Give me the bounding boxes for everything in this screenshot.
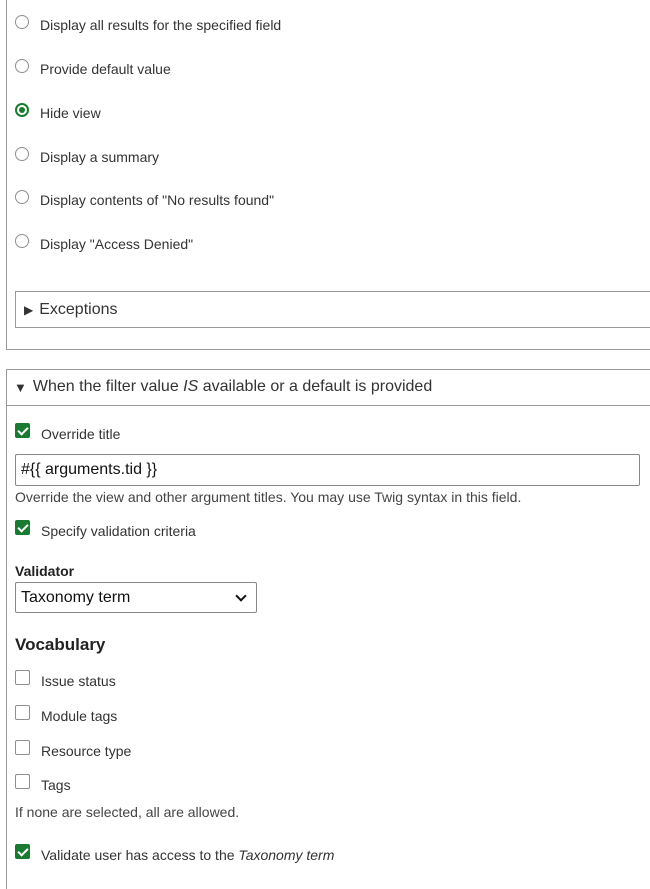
title-description: Override the view and other argument titles. You may use Twig syntax in this field.: [15, 489, 522, 505]
radio-label: Display contents of "No results found": [40, 192, 275, 208]
radio-label: Display a summary: [40, 149, 160, 165]
vocabulary-checkbox[interactable]: [15, 774, 30, 789]
vocabulary-label: Tags: [41, 777, 71, 793]
exceptions-details[interactable]: [15, 291, 650, 328]
override-title-option[interactable]: [15, 423, 120, 443]
access-checkbox[interactable]: [15, 844, 30, 859]
radio-button[interactable]: [15, 59, 29, 73]
vocabulary-checkbox[interactable]: [15, 705, 30, 720]
override-title-checkbox[interactable]: [15, 423, 30, 438]
radio-button[interactable]: [15, 190, 29, 204]
radio-button[interactable]: [15, 234, 29, 248]
validator-selected-value: Taxonomy term: [21, 588, 131, 606]
vocabulary-checkbox[interactable]: [15, 670, 30, 685]
radio-label: Display all results for the specified field: [40, 17, 282, 33]
caret-right-icon: ▶: [24, 302, 34, 317]
radio-label: Hide view: [40, 105, 101, 121]
access-label-text: Validate user has access to the: [41, 847, 239, 863]
radio-hide-view[interactable]: [15, 102, 101, 122]
radio-default-value[interactable]: [15, 58, 171, 78]
validator-label: Validator: [15, 563, 75, 579]
vocabulary-item-tags[interactable]: [15, 774, 71, 794]
radio-label: Display "Access Denied": [40, 236, 194, 252]
radio-button[interactable]: [15, 103, 29, 117]
vocabulary-heading: Vocabulary: [15, 635, 106, 654]
filter-value-summary[interactable]: [6, 369, 650, 406]
override-title-label: Override title: [41, 426, 121, 442]
vocabulary-label: Module tags: [41, 708, 118, 724]
validation-option[interactable]: [15, 520, 196, 540]
vocabulary-checkbox[interactable]: [15, 740, 30, 755]
access-label: [41, 847, 334, 863]
radio-no-results[interactable]: [15, 189, 274, 209]
vocabulary-item-resource-type[interactable]: [15, 740, 131, 760]
summary-text-after: available or a default is provided: [198, 378, 433, 395]
summary-text-emphasis: IS: [183, 378, 199, 395]
vocabulary-item-issue-status[interactable]: [15, 670, 116, 690]
validator-select[interactable]: [15, 582, 257, 613]
summary-text-before: When the filter value: [32, 378, 184, 395]
radio-label: Provide default value: [40, 61, 171, 77]
vocabulary-help: If none are selected, all are allowed.: [15, 804, 240, 820]
access-label-emphasis: Taxonomy term: [238, 847, 335, 863]
chevron-down-icon: [235, 590, 246, 601]
vocabulary-label: Resource type: [41, 743, 132, 759]
vocabulary-label: Issue status: [41, 673, 116, 689]
title-input-value: #{{ arguments.tid }}: [21, 461, 158, 478]
access-option[interactable]: [15, 844, 334, 864]
radio-button[interactable]: [15, 15, 29, 29]
radio-summary[interactable]: [15, 146, 159, 166]
validation-checkbox[interactable]: [15, 520, 30, 535]
title-override-input[interactable]: [15, 454, 640, 486]
vocabulary-item-module-tags[interactable]: [15, 705, 117, 725]
validation-label: Specify validation criteria: [41, 523, 196, 539]
filter-summary-text: [33, 378, 432, 396]
exceptions-summary: Exceptions: [39, 300, 118, 318]
radio-button[interactable]: [15, 147, 29, 161]
radio-display-all[interactable]: [15, 14, 281, 34]
radio-access-denied[interactable]: [15, 233, 193, 253]
caret-down-icon: ▼: [14, 379, 27, 395]
